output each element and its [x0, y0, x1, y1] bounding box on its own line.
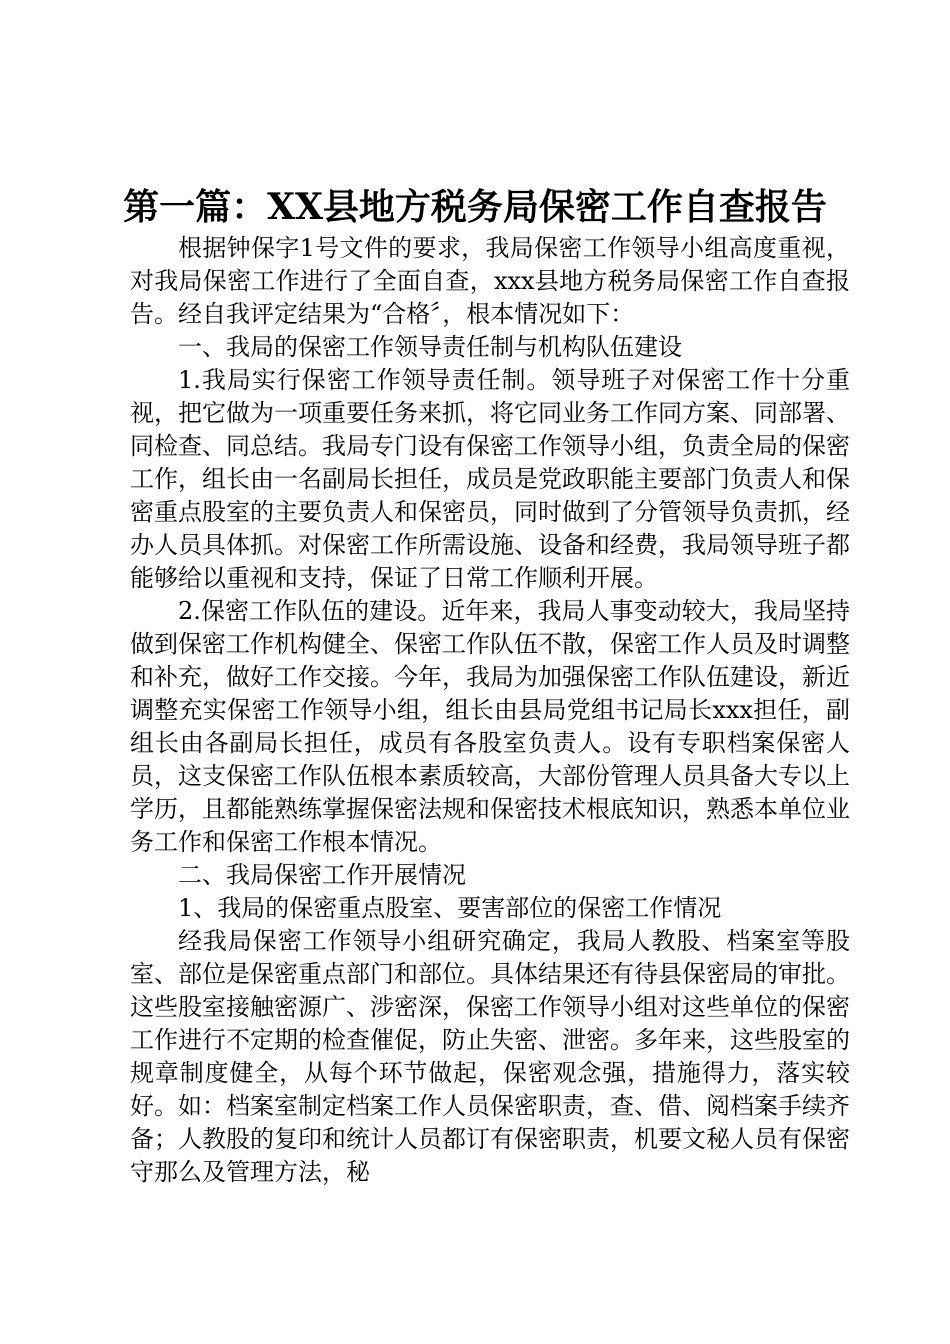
section-heading-1: 一、我局的保密工作领导责任制与机构队伍建设 — [178, 333, 682, 361]
subsection-heading-2-1: 1、我局的保密重点股室、要害部位的保密工作情况 — [178, 894, 722, 922]
paragraph-2-1: 经我局保密工作领导小组研究确定，我局人教股、档案室等股室、部位是保密重点部门和部位。具体结果还有待县保密局的审批。这些股室接触密源广、涉密深，保密工作领导小组对这些单位的保密工作进行不定期的检查催促，防止失密、泄密。多年来，这些股室的规章制度健全，从每个环节做起，保密观念强，措施得力，落实较好。如：档案室制定档案工作人员保密职责，查、借、阅档案手续齐备；人教股的复印和统计人员都订有保密职责，机要文秘人员有保密守那么及管理方法，秘 — [130, 927, 850, 1186]
paragraph-1-2: 2.保密工作队伍的建设。近年来，我局人事变动较大，我局坚持做到保密工作机构健全、保密工作队伍不散，保密工作人员及时调整和补充，做好工作交接。今年，我局为加强保密工作队伍建设，新近调整充实保密工作领导小组，组长由县局党组书记局长xxx担任，副组长由各副局长担任，成员有各股室负责人。设有专职档案保密人员，这支保密工作队伍根本素质较高，大部份管理人员具备大专以上学历，且都能熟练掌握保密法规和保密技术根底知识，熟悉本单位业务工作和保密工作根本情况。 — [130, 597, 850, 856]
paragraph-intro: 根据钟保字1号文件的要求，我局保密工作领导小组高度重视，对我局保密工作进行了全面自查，xxx县地方税务局保密工作自查报告。经自我评定结果为“合格〞，根本情况如下： — [130, 234, 850, 328]
section-heading-2: 二、我局保密工作开展情况 — [178, 861, 466, 889]
paragraph-1-1: 1.我局实行保密工作领导责任制。领导班子对保密工作十分重视，把它做为一项重要任务来抓，将它同业务工作同方案、同部署、同检查、同总结。我局专门设有保密工作领导小组，负责全局的保密工作，组长由一名副局长担任，成员是党政职能主要部门负责人和保密重点股室的主要负责人和保密员，同时做到了分管领导负责抓，经办人员具体抓。对保密工作所需设施、设备和经费，我局领导班子都能够给以重视和支持，保证了日常工作顺利开展。 — [130, 366, 850, 592]
document-body — [130, 232, 850, 1189]
document-title: 第一篇：XX县地方税务局保密工作自查报告 — [123, 186, 827, 228]
